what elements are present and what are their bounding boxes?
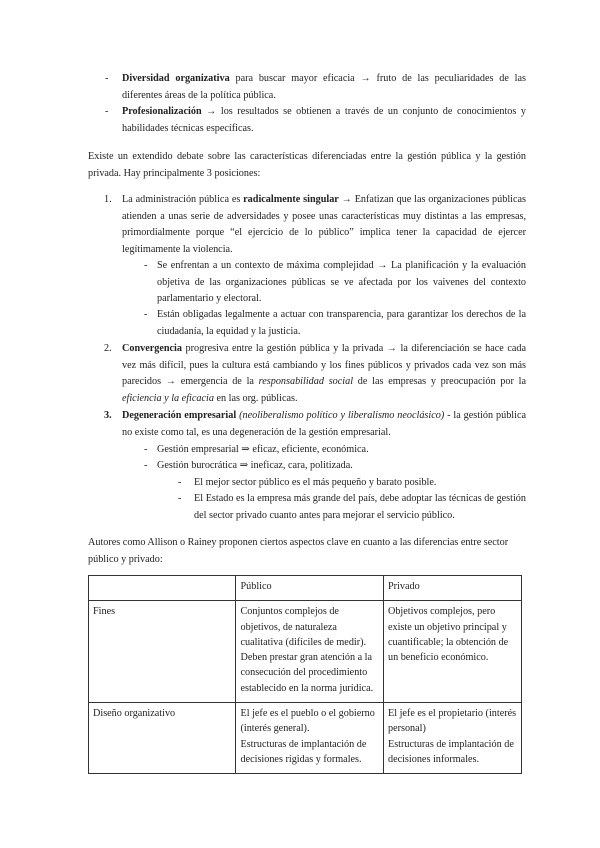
subitem-text: Gestión empresarial ⇒ eficaz, eficiente, económica. xyxy=(157,444,369,455)
position-bold: Convergencia xyxy=(122,343,182,354)
subitem-text: Gestión burocrática ⇒ ineficaz, cara, politizada. xyxy=(157,460,353,471)
table-header-cell xyxy=(89,576,236,601)
dash-marker: - xyxy=(144,309,148,320)
bullet-bold: Profesionalización xyxy=(122,106,202,117)
bullet-diversidad xyxy=(105,71,527,104)
position-text: La administración pública es xyxy=(122,194,244,205)
comparison-table xyxy=(88,575,522,774)
list-number: 2. xyxy=(104,343,112,354)
dash-marker: - xyxy=(144,260,148,271)
bullet-profesionalizacion xyxy=(105,104,526,137)
subsubitem-text: El mejor sector público es el más pequeño y barato posible. xyxy=(194,477,437,488)
position-italic: (neoliberalismo político y liberalismo neoclásico) xyxy=(239,410,445,421)
position-3-subitem xyxy=(144,458,526,475)
list-number: 1. xyxy=(104,194,112,205)
position-3-subitem xyxy=(144,442,526,459)
position-2 xyxy=(104,341,526,407)
position-3 xyxy=(104,408,526,441)
table-header-cell: Público xyxy=(236,576,383,601)
cell-publico xyxy=(236,703,383,774)
dash-marker: - xyxy=(178,477,182,488)
bullet-bold: Diversidad organizativa xyxy=(122,73,230,84)
position-text: en las org. públicas. xyxy=(213,392,298,404)
position-1-subitem xyxy=(144,307,526,340)
position-text: de las empresas y preocupación por la xyxy=(353,376,526,387)
row-label: Diseño organizativo xyxy=(89,703,236,774)
cell-privado: Objetivos complejos, pero existe un objetivo principal y cuantificable; la obtención de un beneficio económico. xyxy=(383,601,521,703)
intro-paragraph: Existe un extendido debate sobre las características diferenciadas entre la gestión pública y la gestión privada. Hay principalmente 3 posiciones: xyxy=(88,151,526,179)
table-header-cell: Privado xyxy=(383,576,521,601)
subitem-text: Se enfrentan a un contexto de máxima complejidad → La planificación y la evaluación objetiva de las organizaciones públicas se ve afectada por los vaivenes del contexto parlamentario y electoral. xyxy=(157,260,526,304)
cell-publico: Conjuntos complejos de objetivos, de naturaleza cualitativa (difíciles de medir). Deben prestar gran atención a la consecución del procedimiento establecido en la norma jurídica. xyxy=(236,601,383,703)
table-row xyxy=(89,601,522,703)
row-label: Fines xyxy=(89,601,236,703)
dash-marker: - xyxy=(144,460,148,471)
table-intro: Autores como Allison o Rainey proponen ciertos aspectos clave en cuanto a las diferencias entre sector público y privado: xyxy=(88,537,509,565)
position-1 xyxy=(104,192,527,258)
cell-line: El jefe es el propietario (interés personal) xyxy=(387,708,517,735)
bullet-text: para buscar mayor eficacia → fruto de las peculiaridades de las diferentes áreas de la política pública. xyxy=(122,73,527,101)
table-row xyxy=(89,703,522,774)
bullet-marker: - xyxy=(105,106,109,117)
cell-line: Estructuras de implantación de decisiones rígidas y formales. xyxy=(240,738,367,765)
position-italic: eficiencia y la eficacia xyxy=(122,392,214,404)
bullet-text: → los resultados se obtienen a través de un conjunto de conocimientos y habilidades técnicas específicas. xyxy=(122,106,526,134)
cell-line: Estructuras de implantación de decisiones informales. xyxy=(387,738,514,765)
dash-marker: - xyxy=(144,444,148,455)
position-text: - la gestión pública no existe como tal, es una degeneración de la gestión empresarial. xyxy=(122,410,526,438)
position-3-subsubitem xyxy=(178,475,526,492)
table-header-row xyxy=(89,576,522,601)
cell-privado xyxy=(383,703,521,774)
list-number: 3. xyxy=(104,410,112,421)
bullet-marker: - xyxy=(105,73,109,84)
position-bold: Degeneración empresarial xyxy=(122,410,237,421)
cell-line: El jefe es el pueblo o el gobierno (interés general). xyxy=(240,708,375,735)
position-text: progresiva entre la gestión pública y la privada → la diferenciación se hace cada vez más difícil, pues la cultura está cambiando y los fines públicos y privados cada vez son más parecidos → emergencia de la xyxy=(122,343,526,387)
position-bold: radicalmente singular xyxy=(243,194,339,205)
position-italic: responsabilidad social xyxy=(258,376,354,387)
subitem-text: Están obligadas legalmente a actuar con transparencia, para garantizar los derechos de la ciudadanía, la equidad y la justicia. xyxy=(157,309,526,337)
subsubitem-text: El Estado es la empresa más grande del país, debe adoptar las técnicas de gestión del sector privado cuanto antes para mejorar el servicio público. xyxy=(194,493,526,521)
position-1-subitem xyxy=(144,258,526,308)
dash-marker: - xyxy=(178,493,182,504)
position-text: → Enfatizan que las organizaciones públicas atienden a unas serie de adversidades y posee unas características muy distintas a las empresas, primordialmente porque “el ejercicio de lo público” implica tener la capacidad de ejercer legítimamente la violencia. xyxy=(122,194,527,255)
position-3-subsubitem xyxy=(178,491,526,524)
